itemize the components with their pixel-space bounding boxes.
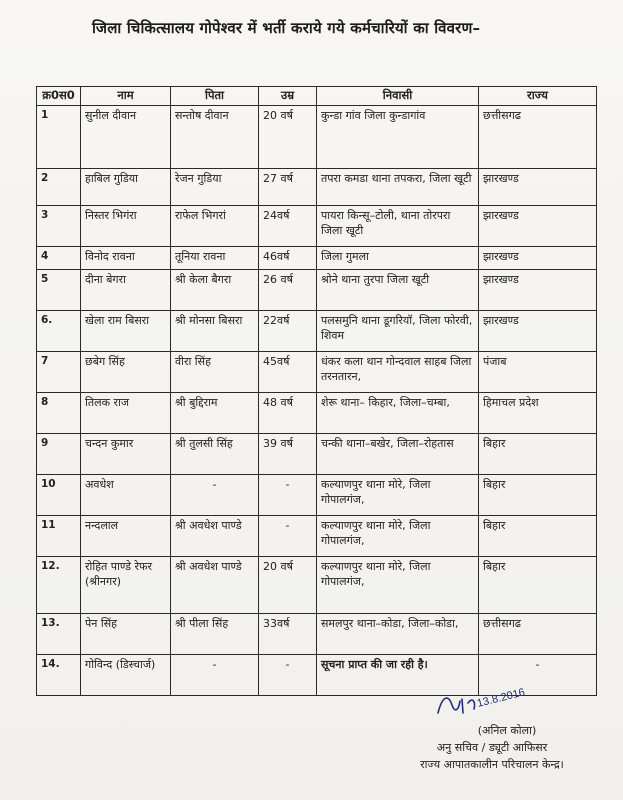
cell-serial: 8 (37, 393, 81, 434)
cell-state: झारखण्ड (479, 247, 597, 270)
cell-age: 27 वर्ष (259, 169, 317, 206)
table-row (37, 475, 597, 516)
cell-age: 20 वर्ष (259, 557, 317, 614)
cell-father: श्री केला बैगरा (171, 270, 259, 311)
table-row (37, 434, 597, 475)
cell-residence: सूचना प्राप्त की जा रही है। (317, 655, 479, 696)
handwritten-signature (432, 683, 542, 723)
cell-father: श्री अवधेश पाण्डे (171, 557, 259, 614)
signature-block (382, 722, 602, 773)
cell-serial: 14. (37, 655, 81, 696)
cell-father: तूनिया रावना (171, 247, 259, 270)
cell-state: बिहार (479, 475, 597, 516)
cell-name: अवधेश (81, 475, 171, 516)
cell-age (259, 655, 317, 696)
table-row (37, 614, 597, 655)
cell-name: नन्दलाल (81, 516, 171, 557)
cell-age: 33वर्ष (259, 614, 317, 655)
cell-name: छबेग सिंह (81, 352, 171, 393)
table-row (37, 516, 597, 557)
cell-age: 48 वर्ष (259, 393, 317, 434)
cell-father: रेजन गुडिया (171, 169, 259, 206)
signatory-name: (अनिल कोला) (477, 724, 537, 737)
cell-father: श्री बुद्दिराम (171, 393, 259, 434)
table-row (37, 557, 597, 614)
cell-residence: समलपुर थाना–कोडा, जिला–कोडा, (317, 614, 479, 655)
document-heading: जिला चिकित्सालय गोपेश्वर में भर्ती कराये गये कर्मचारियों का विवरण– (92, 19, 481, 37)
cell-state: छत्तीसगढ (479, 106, 597, 169)
cell-serial: 1 (37, 106, 81, 169)
table-row (37, 169, 597, 206)
cell-serial: 6. (37, 311, 81, 352)
cell-age: 26 वर्ष (259, 270, 317, 311)
cell-age (259, 516, 317, 557)
cell-father: श्री पीला सिंह (171, 614, 259, 655)
table-row (37, 206, 597, 247)
table-row (37, 352, 597, 393)
cell-residence: कल्याणपुर थाना मोरे, जिला गोपालगंज, (317, 516, 479, 557)
cell-state: बिहार (479, 557, 597, 614)
cell-serial: 7 (37, 352, 81, 393)
cell-father: वीरा सिंह (171, 352, 259, 393)
signature-date: 13.8.2016 (475, 686, 527, 710)
cell-age (259, 475, 317, 516)
cell-residence: श्रोने थाना तुरपा जिला खूटी (317, 270, 479, 311)
cell-father (171, 475, 259, 516)
cell-state-dash: - (535, 658, 540, 671)
cell-serial: 12. (37, 557, 81, 614)
signatory-designation: अनु सचिव / ड्यूटी आफिसर (436, 741, 548, 754)
cell-name: दीना बेगरा (81, 270, 171, 311)
cell-state: बिहार (479, 434, 597, 475)
table-header-row (37, 87, 597, 106)
table-row (37, 270, 597, 311)
table-row (37, 311, 597, 352)
cell-age: 39 वर्ष (259, 434, 317, 475)
cell-name: हाबिल गुडिया (81, 169, 171, 206)
cell-age-dash: - (285, 658, 290, 671)
cell-serial: 13. (37, 614, 81, 655)
cell-father: श्री तुलसी सिंह (171, 434, 259, 475)
cell-state: पंजाब (479, 352, 597, 393)
cell-name: विनोद रावना (81, 247, 171, 270)
cell-residence: शेरू थाना– किहार, जिला–चम्बा, (317, 393, 479, 434)
table-row (37, 106, 597, 169)
cell-name: तिलक राज (81, 393, 171, 434)
cell-father-dash: - (212, 478, 217, 491)
header-state: राज्य (479, 87, 597, 106)
header-serial: क्र0स0 (37, 87, 81, 106)
cell-name: पेन सिंह (81, 614, 171, 655)
cell-state: झारखण्ड (479, 169, 597, 206)
cell-state: छत्तीसगढ (479, 614, 597, 655)
cell-residence: चन्की थाना–बखेर, जिला–रोहतास (317, 434, 479, 475)
header-name: नाम (81, 87, 171, 106)
cell-father: श्री मोनसा बिसरा (171, 311, 259, 352)
cell-serial: 11 (37, 516, 81, 557)
cell-residence: कल्याणपुर थाना मोरे, जिला गोपालगंज, (317, 557, 479, 614)
cell-serial: 2 (37, 169, 81, 206)
signatory-office: राज्य आपातकालीन परिचालन केन्द्र। (420, 758, 564, 771)
table-row (37, 393, 597, 434)
cell-name: खेला राम बिसरा (81, 311, 171, 352)
table-row (37, 247, 597, 270)
cell-father-dash: - (212, 658, 217, 671)
cell-name: सुनील दीवान (81, 106, 171, 169)
cell-age: 46वर्ष (259, 247, 317, 270)
cell-state: बिहार (479, 516, 597, 557)
employee-table (36, 86, 597, 696)
cell-state: झारखण्ड (479, 270, 597, 311)
cell-name: गोविन्द (डिस्चार्ज) (81, 655, 171, 696)
cell-name: निस्तर भिगंरा (81, 206, 171, 247)
cell-age-dash: - (285, 519, 290, 532)
cell-serial: 5 (37, 270, 81, 311)
cell-residence: कल्याणपुर थाना मोरे, जिला गोपालगंज, (317, 475, 479, 516)
cell-name: चन्दन कुमार (81, 434, 171, 475)
cell-father: सन्तोष दीवान (171, 106, 259, 169)
cell-serial: 4 (37, 247, 81, 270)
cell-residence: पलसमुनि थाना डूगरियॉ, जिला फोरवी, शिवम (317, 311, 479, 352)
cell-state: झारखण्ड (479, 311, 597, 352)
cell-serial: 3 (37, 206, 81, 247)
cell-residence: तपरा कमडा थाना तपकरा, जिला खूटी (317, 169, 479, 206)
cell-age: 24वर्ष (259, 206, 317, 247)
cell-state: झारखण्ड (479, 206, 597, 247)
cell-name: रोहित पाण्डे रेफर (श्रीनगर) (81, 557, 171, 614)
header-residence: निवासी (317, 87, 479, 106)
cell-serial: 10 (37, 475, 81, 516)
cell-father (171, 655, 259, 696)
cell-residence: कुन्डा गांव जिला कुन्डागांव (317, 106, 479, 169)
cell-age: 45वर्ष (259, 352, 317, 393)
cell-residence: पायरा किन्सू–टोली, थाना तोरपरा जिला खूटी (317, 206, 479, 247)
cell-age-dash: - (285, 478, 290, 491)
cell-residence: धंकर कला थान गोन्दवाल साहब जिला तरनतारन, (317, 352, 479, 393)
header-age: उम्र (259, 87, 317, 106)
cell-father: राफेल भिगरां (171, 206, 259, 247)
cell-father: श्री अवधेश पाण्डे (171, 516, 259, 557)
header-father: पिता (171, 87, 259, 106)
cell-state: हिमाचल प्रदेश (479, 393, 597, 434)
cell-serial: 9 (37, 434, 81, 475)
cell-residence: जिला गुमला (317, 247, 479, 270)
cell-age: 20 वर्ष (259, 106, 317, 169)
cell-age: 22वर्ष (259, 311, 317, 352)
